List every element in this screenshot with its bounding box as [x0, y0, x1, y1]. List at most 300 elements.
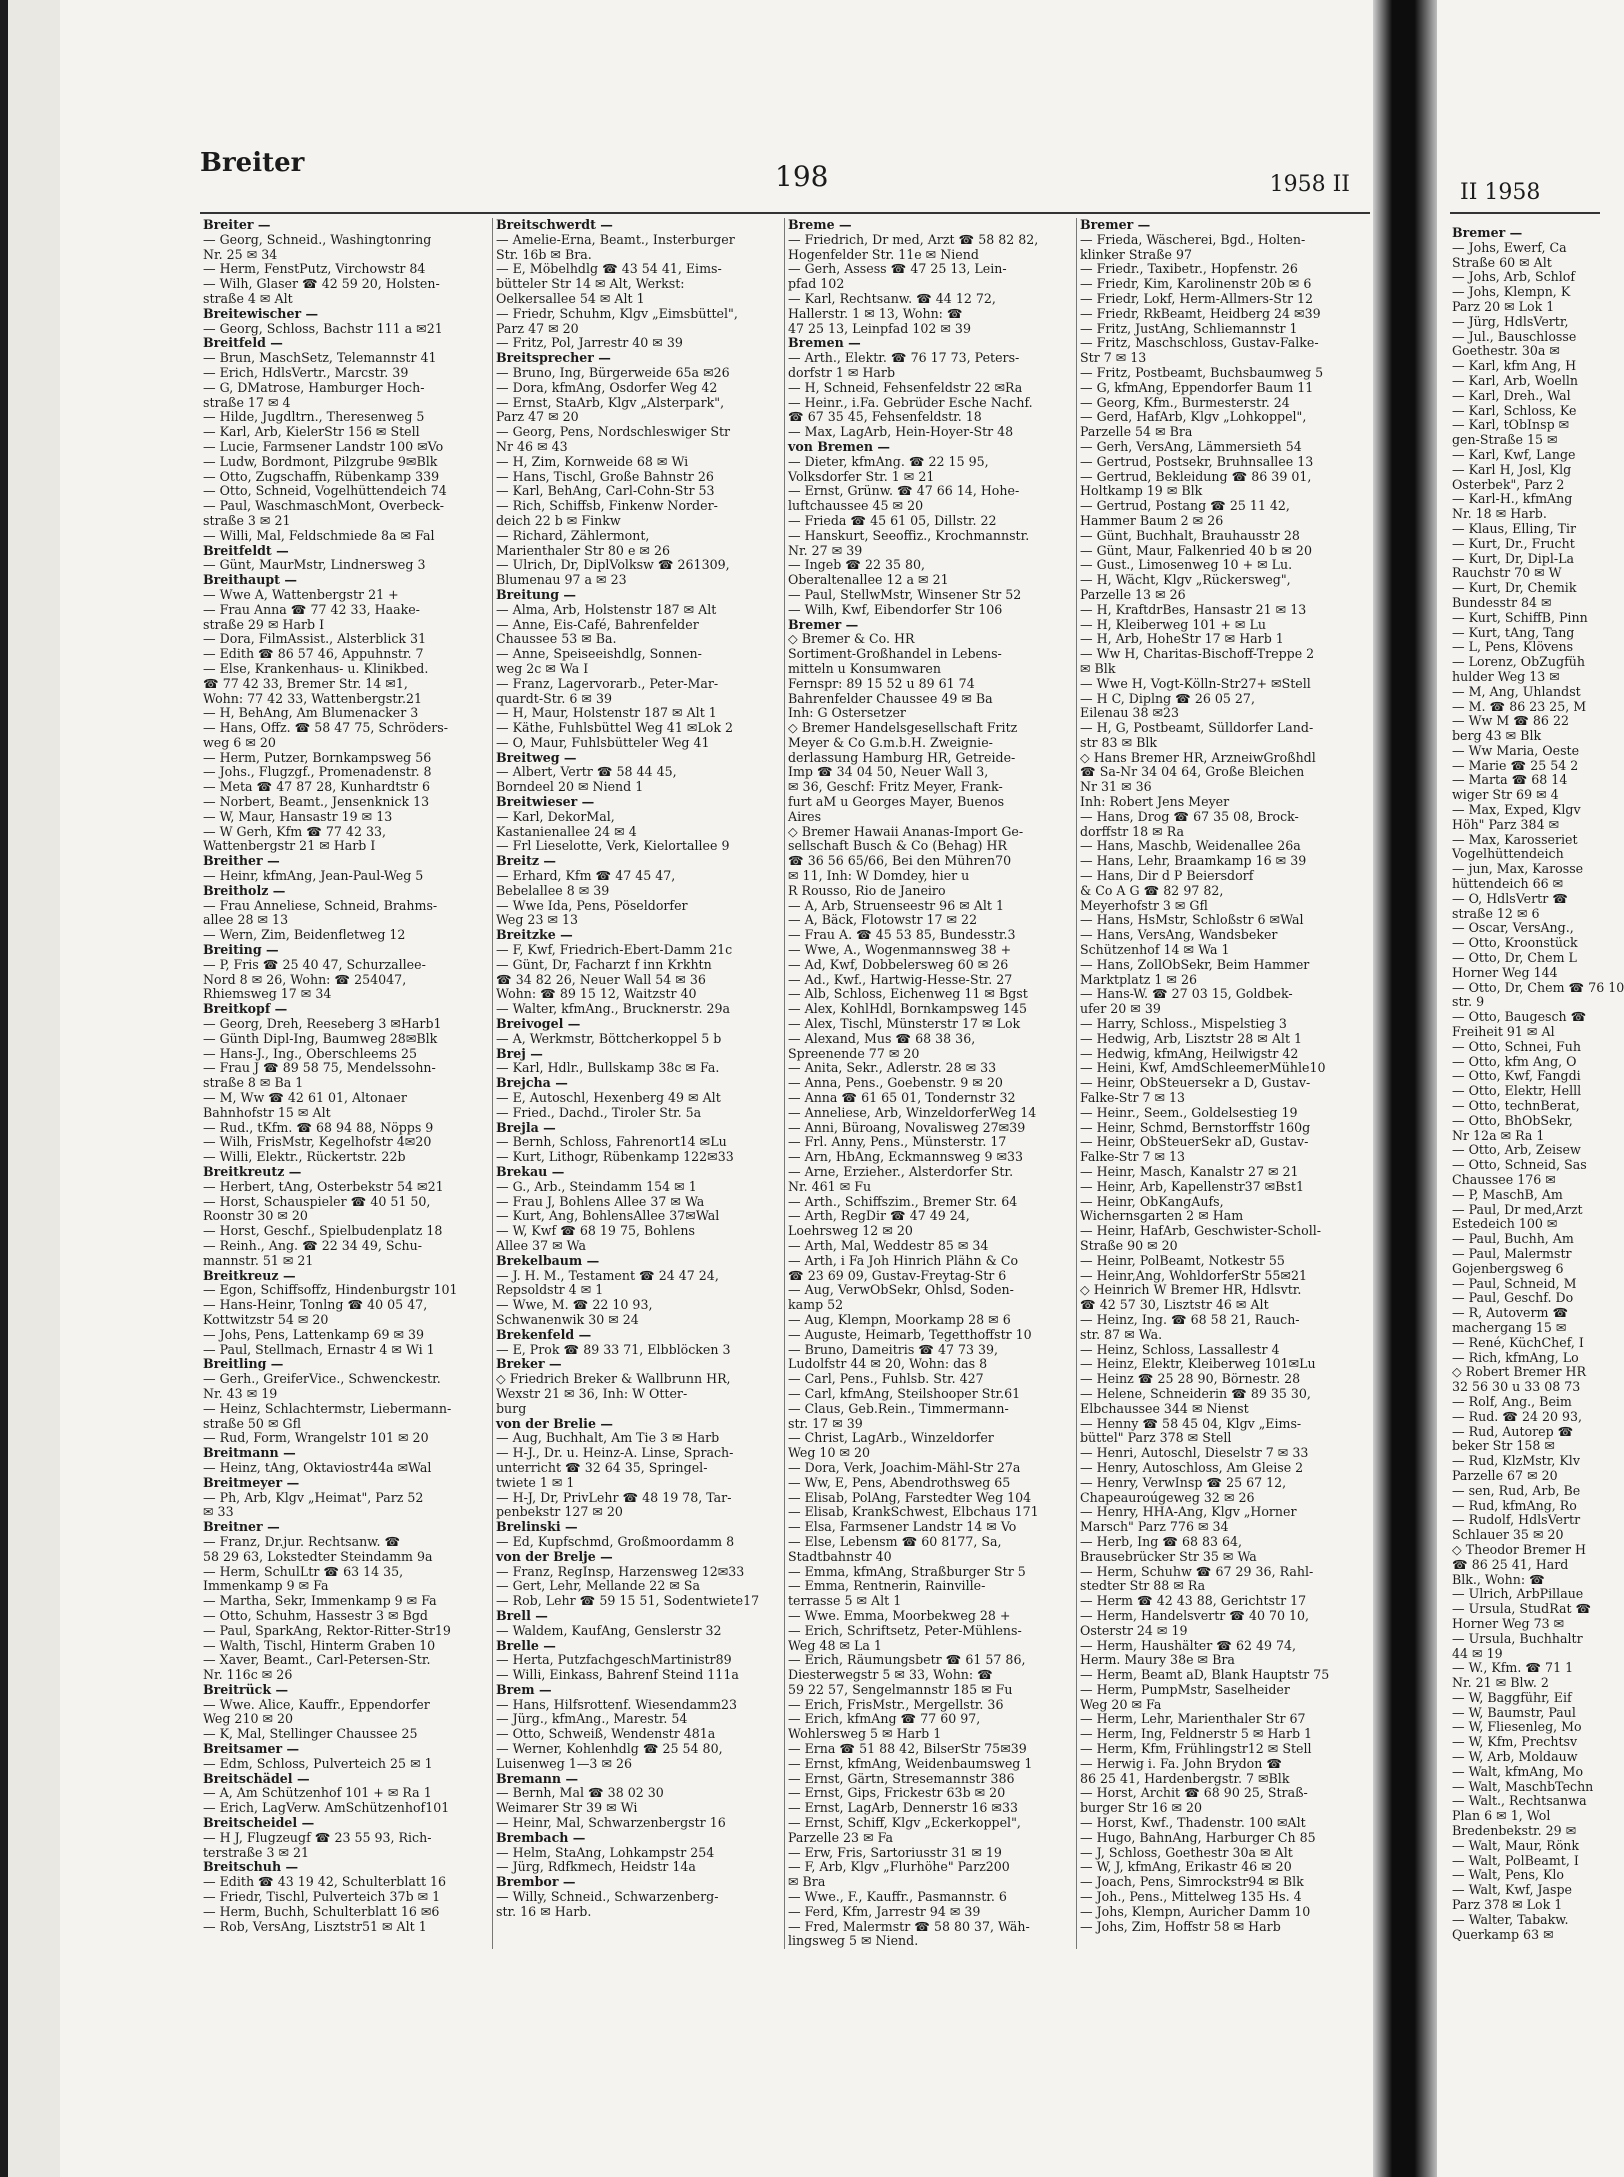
directory-entry: Str. 16b ✉ Bra. [496, 246, 592, 262]
directory-entry: Wexstr 21 ✉ 36, Inh: W Otter- [496, 1385, 688, 1401]
directory-entry: — Rud, kfmAng, Ro [1452, 1497, 1577, 1513]
directory-entry: — Heinr, Masch, Kanalstr 27 ✉ 21 [1080, 1164, 1299, 1179]
directory-entry: — A, Bäck, Flotowstr 17 ✉ 22 [788, 912, 978, 928]
directory-entry: — Herb, Ing ☎ 68 83 64, [1080, 1533, 1243, 1549]
directory-entry: — Paul, StellwMstr, Winsener Str 52 [788, 586, 1022, 602]
directory-entry: Goethestr. 30a ✉ [1452, 343, 1560, 359]
directory-entry: 47 25 13, Leinpfad 102 ✉ 39 [788, 320, 971, 336]
directory-entry: — Anni, Büroang, Novalisweg 27✉39 [788, 1119, 1026, 1135]
column-1 [200, 218, 492, 1949]
directory-entry: — Bruno, Dameitris ☎ 47 73 39, [788, 1341, 999, 1357]
directory-entry: — H, Zim, Kornweide 68 ✉ Wi [496, 453, 689, 469]
directory-entry: — Heinz, Ing. ☎ 68 58 21, Rauch- [1080, 1311, 1300, 1327]
directory-entry: Luisenweg 1—3 ✉ 26 [496, 1755, 633, 1771]
directory-entry: — Ww Maria, Oeste [1452, 742, 1580, 758]
directory-entry: — Otto, Zugschaffn, Rübenkamp 339 [203, 468, 440, 484]
directory-entry: — Fritz, Postbeamt, Buchsbaumweg 5 [1080, 364, 1324, 380]
directory-entry: — Karl H, Josl, Klg [1452, 461, 1572, 477]
directory-entry: — Herm, Handelsvertr ☎ 40 70 10, [1080, 1607, 1310, 1623]
directory-entry: — Rudolf, HdlsVertr [1452, 1512, 1581, 1528]
directory-entry: — H J, Flugzeugf ☎ 23 55 93, Rich- [203, 1829, 432, 1845]
directory-entry: — Otto, Elektr, Helll [1452, 1083, 1582, 1099]
directory-entry: Bredenbekstr. 29 ✉ [1452, 1823, 1577, 1839]
directory-entry: — W, Kfm, Prechtsv [1452, 1734, 1578, 1750]
directory-entry: R Rousso, Rio de Janeiro [788, 882, 946, 898]
directory-entry: bütteler Str 14 ✉ Alt, Werkst: [496, 276, 685, 292]
directory-entry: — Hedwig, Arb, Lisztstr 28 ✉ Alt 1 [1080, 1030, 1303, 1046]
directory-entry: — Edith ☎ 86 57 46, Appuhnstr. 7 [203, 646, 424, 662]
column-3 [784, 218, 1076, 1949]
directory-entry: — Wwe A, Wattenbergstr 21 + [203, 586, 399, 602]
directory-entry: — Hanskurt, Seeoffiz., Krochmannstr. [788, 527, 1030, 543]
directory-entry: — Kurt, Ang, BohlensAllee 37✉Wal [496, 1208, 720, 1224]
directory-entry: — Wwe Ida, Pens, Pöseldorfer [496, 897, 688, 913]
directory-entry: Ludolfstr 44 ✉ 20, Wohn: das 8 [788, 1356, 988, 1372]
directory-entry: — Heinr, Arb, Kapellenstr37 ✉Bst1 [1080, 1178, 1304, 1194]
directory-entry: Bundesstr 84 ✉ [1452, 594, 1552, 610]
directory-entry: — Lorenz, ObZugfüh [1452, 654, 1585, 670]
directory-entry: Marienthaler Str 80 e ✉ 26 [496, 542, 670, 558]
directory-entry: — Karl, kfm Ang, H [1452, 358, 1577, 374]
directory-entry: — M. ☎ 86 23 25, M [1452, 698, 1587, 714]
directory-entry: — H-J., Dr. u. Heinz-A. Linse, Sprach- [496, 1445, 734, 1461]
directory-entry: — Heini, Kwf, AmdSchleemerMühle10 [1080, 1060, 1326, 1076]
directory-entry: — Alma, Arb, Holstenstr 187 ✉ Alt [496, 601, 717, 617]
directory-entry: — Amelie-Erna, Beamt., Insterburger [496, 231, 735, 247]
directory-entry: straße 8 ✉ Ba 1 [203, 1075, 304, 1091]
directory-entry: — Horst, Geschf., Spielbudenplatz 18 [203, 1223, 443, 1239]
directory-entry: Volksdorfer Str. 1 ✉ 21 [788, 468, 935, 484]
surname-heading: Breivogel — [496, 1016, 581, 1032]
directory-entry: — Wilh, Kwf, Eibendorfer Str 106 [788, 601, 1003, 617]
directory-entry: — H, Schneid, Fehsenfeldstr 22 ✉Ra [788, 379, 1023, 395]
directory-entry: — Aug, Buchhalt, Am Tie 3 ✉ Harb [496, 1430, 720, 1446]
directory-entry: — Richard, Zählermont, [496, 527, 650, 543]
directory-entry: str. 17 ✉ 39 [788, 1415, 863, 1431]
directory-entry: Schlauer 35 ✉ 20 [1452, 1527, 1564, 1543]
directory-entry: — L, Pens, Klövens [1452, 639, 1574, 655]
directory-entry: — Rob, VersAng, Lisztstr51 ✉ Alt 1 [203, 1918, 427, 1934]
directory-entry: — Max, Karosseriet [1452, 831, 1578, 847]
facing-header-rule [1450, 212, 1600, 214]
directory-entry: Nr 46 ✉ 43 [496, 438, 568, 454]
directory-entry: — W Gerh, Kfm ☎ 77 42 33, [203, 823, 386, 839]
directory-entry: — Ferd, Kfm, Jarrestr 94 ✉ 39 [788, 1903, 981, 1919]
directory-entry: — Walt, MaschbTechn [1452, 1778, 1594, 1794]
directory-entry: Weg 48 ✉ La 1 [788, 1637, 882, 1653]
directory-entry: — E, Autoschl, Hexenberg 49 ✉ Alt [496, 1090, 721, 1106]
directory-entry: — Heinz, Schloss, Lassallestr 4 [1080, 1341, 1280, 1357]
surname-heading: Breitmeyer — [203, 1474, 300, 1490]
directory-entry: Inh: Robert Jens Meyer [1080, 794, 1230, 810]
directory-entry: — Frieda, Wäscherei, Bgd., Holten- [1080, 231, 1306, 247]
directory-entry: — Friedr, Schuhm, Klgv „Eimsbüttel", [496, 305, 738, 321]
directory-entry: — Arth., Schiffszim., Bremer Str. 64 [788, 1193, 1018, 1209]
directory-entry: ☎ 34 82 26, Neuer Wall 54 ✉ 36 [496, 971, 706, 987]
directory-entry: — Heinr, Schmd, Bernstorffstr 160g [1080, 1119, 1311, 1135]
directory-entry: — Franz, RegInsp, Harzensweg 12✉33 [496, 1563, 745, 1579]
directory-entry: — Karl, Hdlr., Bullskamp 38c ✉ Fa. [496, 1060, 720, 1076]
directory-entry: — Friedr, Tischl, Pulverteich 37b ✉ 1 [203, 1889, 441, 1905]
directory-entry: hulder Weg 13 ✉ [1452, 668, 1560, 684]
directory-entry: 86 25 41, Hardenbergstr. 7 ✉Blk [1080, 1770, 1290, 1786]
directory-entry: — Erich, FrisMstr., Mergellstr. 36 [788, 1696, 1004, 1712]
directory-entry: sellschaft Busch & Co (Behag) HR [788, 838, 1007, 854]
directory-entry: penbekstr 127 ✉ 20 [496, 1504, 623, 1520]
directory-entry: ✉ Blk [1080, 660, 1116, 676]
directory-entry: — Frau Anna ☎ 77 42 33, Haake- [203, 601, 420, 617]
directory-entry: Weg 210 ✉ 20 [203, 1711, 294, 1727]
directory-entry: — Willi, Elektr., Rückertstr. 22b [203, 1149, 406, 1165]
directory-entry: Blumenau 97 a ✉ 23 [496, 572, 627, 588]
directory-entry: — Heinz ☎ 25 28 90, Börnestr. 28 [1080, 1371, 1301, 1387]
directory-entry: — Anneliese, Arb, WinzeldorferWeg 14 [788, 1104, 1037, 1120]
directory-entry: Horner Weg 144 [1452, 964, 1558, 980]
directory-entry: — Herm, Buchh, Schulterblatt 16 ✉6 [203, 1903, 440, 1919]
directory-entry: — jun, Max, Karosse [1452, 861, 1584, 877]
directory-entry: — Kurt, SchiffB, Pinn [1452, 609, 1588, 625]
directory-entry: — Georg, Schneid., Washingtonring [203, 231, 432, 247]
directory-entry: — Gertrud, Bekleidung ☎ 86 39 01, [1080, 468, 1312, 484]
directory-entry: — Edith ☎ 43 19 42, Schulterblatt 16 [203, 1874, 447, 1890]
directory-entry: — Klaus, Elling, Tir [1452, 520, 1577, 536]
directory-entry: quardt-Str. 6 ✉ 39 [496, 690, 613, 706]
directory-entry: Freiheit 91 ✉ Al [1452, 1024, 1555, 1040]
directory-entry: — Erw, Fris, Sartoriusstr 31 ✉ 19 [788, 1844, 1002, 1860]
directory-entry: — Aug, Klempn, Moorkamp 28 ✉ 6 [788, 1311, 1011, 1327]
directory-entry: — Erich, LagVerw. AmSchützenhof101 [203, 1800, 450, 1816]
directory-entry: — Herm, Kfm, Frühlingstr12 ✉ Stell [1080, 1741, 1312, 1757]
directory-entry: — O, Maur, Fuhlsbütteler Weg 41 [496, 734, 710, 750]
directory-entry: Estedeich 100 ✉ [1452, 1216, 1558, 1232]
directory-entry: — Ernst, Gips, Frickestr 63b ✉ 20 [788, 1785, 1006, 1801]
directory-entry: Meyer & Co G.m.b.H. Zweignie- [788, 734, 993, 750]
directory-entry: — Rud. ☎ 24 20 93, [1452, 1408, 1583, 1424]
directory-entry: Marsch" Parz 776 ✉ 34 [1080, 1519, 1229, 1535]
directory-entry: — Herm, Haushälter ☎ 62 49 74, [1080, 1637, 1297, 1653]
directory-entry: — Frl. Anny, Pens., Münsterstr. 17 [788, 1134, 1007, 1150]
directory-entry: — Walt, Kwf, Jaspe [1452, 1882, 1572, 1898]
directory-entry: Horner Weg 73 ✉ [1452, 1615, 1565, 1631]
directory-entry: Loehrsweg 12 ✉ 20 [788, 1223, 913, 1239]
directory-entry: — Wern, Zim, Beidenfletweg 12 [203, 927, 406, 943]
directory-entry: — Joh., Pens., Mittelweg 135 Hs. 4 [1080, 1889, 1302, 1905]
directory-entry: — A, Am Schützenhof 101 + ✉ Ra 1 [203, 1785, 432, 1801]
directory-entry: — Wwe, A., Wogenmannsweg 38 + [788, 942, 1012, 958]
directory-entry: str 83 ✉ Blk [1080, 734, 1158, 750]
surname-heading: Brelle — [496, 1637, 556, 1653]
directory-entry: mannstr. 51 ✉ 21 [203, 1252, 314, 1268]
surname-heading: Breiting — [203, 942, 279, 958]
directory-entry: — Ww H, Charitas-Bischoff-Treppe 2 [1080, 646, 1315, 662]
directory-entry: Marktplatz 1 ✉ 26 [1080, 971, 1198, 987]
directory-entry: Bahnhofstr 15 ✉ Alt [203, 1104, 331, 1120]
directory-entry: Herm. Maury 38e ✉ Bra [1080, 1652, 1235, 1668]
directory-entry: — Rich, Schiffsb, Finkenw Norder- [496, 498, 718, 514]
directory-entry: — H, KraftdrBes, Hansastr 21 ✉ 13 [1080, 601, 1307, 617]
directory-entry: — Hans, HsMstr, Schloßstr 6 ✉Wal [1080, 912, 1304, 928]
directory-entry: — R, Autoverm ☎ [1452, 1305, 1569, 1321]
directory-entry: — Ernst, Schiff, Klgv „Eckerkoppel", [788, 1815, 1021, 1831]
surname-heading: Brem — [496, 1681, 552, 1697]
directory-entry: — Dieter, kfmAng. ☎ 22 15 95, [788, 453, 989, 469]
surname-heading: Breiter — [203, 217, 271, 232]
directory-entry: — Herm, Putzer, Bornkampsweg 56 [203, 749, 432, 765]
directory-entry: — G, DMatrose, Hamburger Hoch- [203, 379, 425, 395]
directory-entry: dorffstr 18 ✉ Ra [1080, 823, 1185, 839]
directory-entry: — Friedr, RkBeamt, Heidberg 24 ✉39 [1080, 305, 1321, 321]
surname-heading: Breitsprecher — [496, 350, 611, 366]
directory-entry: — Käthe, Fuhlsbüttel Weg 41 ✉Lok 2 [496, 720, 733, 736]
directory-entry: — H, BehAng, Am Blumenacker 3 [203, 705, 419, 721]
directory-entry: Parzelle 23 ✉ Fa [788, 1829, 894, 1845]
surname-heading: Breitkreuz — [203, 1267, 296, 1283]
directory-entry: — Georg, Dreh, Reeseberg 3 ✉Harb1 [203, 1016, 442, 1032]
directory-entry: Bahrenfelder Chaussee 49 ✉ Ba [788, 690, 993, 706]
directory-entry: — Paul, Schneid, M [1452, 1275, 1577, 1291]
directory-entry: — Brun, MaschSetz, Telemannstr 41 [203, 350, 437, 366]
header-rule [200, 212, 1370, 214]
directory-entry: — Ph, Arb, Klgv „Heimat", Parz 52 [203, 1489, 424, 1505]
directory-entry: — Marta ☎ 68 14 [1452, 772, 1568, 788]
directory-entry: — Erich, HdlsVertr., Marcstr. 39 [203, 364, 409, 380]
directory-entry: — Harry, Schloss., Mispelstieg 3 [1080, 1016, 1287, 1032]
directory-entry: — Karl, Rechtsanw. ☎ 44 12 72, [788, 290, 996, 306]
directory-entry: Schützenhof 14 ✉ Wa 1 [1080, 942, 1230, 958]
directory-entry: — Heinr., Seem., Goldelsestieg 19 [1080, 1104, 1298, 1120]
directory-entry: — W, Kwf ☎ 68 19 75, Bohlens [496, 1223, 695, 1239]
directory-entry: — Erna ☎ 51 88 42, BilserStr 75✉39 [788, 1741, 1027, 1757]
directory-entry: — Heinr, HafArb, Geschwister-Scholl- [1080, 1223, 1322, 1239]
directory-entry: — Otto, Schuhm, Hassestr 3 ✉ Bgd [203, 1607, 428, 1623]
directory-entry: Weg 23 ✉ 13 [496, 912, 579, 928]
directory-entry: — Gert, Lehr, Mellande 22 ✉ Sa [496, 1578, 701, 1594]
directory-entry: Repsoldstr 4 ✉ 1 [496, 1282, 604, 1298]
directory-entry: 59 22 57, Sengelmannstr 185 ✉ Fu [788, 1681, 1013, 1697]
directory-entry: — Ulrich, ArbPillaue [1452, 1586, 1584, 1602]
directory-entry: — Günt, Buchhalt, Brauhausstr 28 [1080, 527, 1300, 543]
directory-entry: — Frau J, Bohlens Allee 37 ✉ Wa [496, 1193, 705, 1209]
directory-entry: — Hans, Drog ☎ 67 35 08, Brock- [1080, 808, 1299, 824]
directory-entry: Vogelhüttendeich [1452, 846, 1564, 862]
directory-entry: — Max, LagArb, Hein-Hoyer-Str 48 [788, 424, 1014, 440]
directory-entry: str. 87 ✉ Wa. [1080, 1326, 1163, 1342]
directory-entry: — W, J, kfmAng, Erikastr 46 ✉ 20 [1080, 1859, 1292, 1875]
year-section: 1958 II [1269, 172, 1350, 197]
directory-entry: weg 6 ✉ 20 [203, 734, 276, 750]
surname-heading: Breitmann — [203, 1445, 296, 1461]
directory-entry: — Else, Krankenhaus- u. Klinikbed. [203, 660, 429, 676]
directory-entry: — Xaver, Beamt., Carl-Petersen-Str. [203, 1652, 431, 1668]
directory-entry: — Fritz, JustAng, Schliemannstr 1 [1080, 320, 1298, 336]
directory-entry: — Martha, Sekr, Immenkamp 9 ✉ Fa [203, 1593, 437, 1609]
directory-entry: gen-Straße 15 ✉ [1452, 432, 1558, 448]
directory-entry: — Auguste, Heimarb, Tegetthoffstr 10 [788, 1326, 1032, 1342]
surname-heading: Breithaupt — [203, 572, 297, 588]
directory-entry: — Carl, Pens., Fuhlsb. Str. 427 [788, 1371, 984, 1387]
directory-entry: — Oscar, VersAng., [1452, 920, 1574, 936]
surname-heading: Brekenfeld — [496, 1326, 592, 1342]
directory-entry: — Ludw, Bordmont, Pilzgrube 9✉Blk [203, 453, 438, 469]
surname-heading: Breitfeldt — [203, 542, 289, 558]
directory-entry: — W., Kfm. ☎ 71 1 [1452, 1660, 1574, 1676]
directory-entry: — Paul, Dr med,Arzt [1452, 1201, 1583, 1217]
directory-entry: — Dora, Verk, Joachim-Mähl-Str 27a [788, 1459, 1021, 1475]
directory-entry: Wohlersweg 5 ✉ Harb 1 [788, 1726, 942, 1742]
directory-entry: Chapeauroúgeweg 32 ✉ 26 [1080, 1489, 1255, 1505]
directory-entry: — Lucie, Farmsener Landstr 100 ✉Vo [203, 438, 444, 454]
directory-entry: — Paul, SparkAng, Rektor-Ritter-Str19 [203, 1622, 451, 1638]
directory-entry: — Walt, Pens, Klo [1452, 1867, 1565, 1883]
surname-heading: Breitschwerdt — [496, 217, 613, 232]
directory-entry: — Else, Lebensm ☎ 60 8177, Sa, [788, 1533, 1002, 1549]
surname-heading: von der Brelje — [496, 1548, 613, 1564]
directory-entry: — Fred, Malermstr ☎ 58 80 37, Wäh- [788, 1918, 1030, 1934]
directory-entry: — Ernst, LagArb, Dennerstr 16 ✉33 [788, 1800, 1018, 1816]
directory-entry: ◇ Bremer Handelsgesellschaft Fritz [788, 720, 1018, 736]
directory-entry: — Gerh, VersAng, Lämmersieth 54 [1080, 438, 1302, 454]
surname-heading: Bremer — [1080, 217, 1151, 232]
directory-entry: — Willi, Mal, Feldschmiede 8a ✉ Fal [203, 527, 435, 543]
directory-entry: — J, Schloss, Goethestr 30a ✉ Alt [1080, 1844, 1293, 1860]
directory-entry: — Hans, VersAng, Wandsbeker [1080, 927, 1278, 943]
directory-entry: — Herta, PutzfachgeschMartinistr89 [496, 1652, 732, 1668]
directory-entry: — Hans-Heinr, Tonlng ☎ 40 05 47, [203, 1297, 428, 1313]
directory-entry: terrasse 5 ✉ Alt 1 [788, 1593, 902, 1609]
book-gutter [1373, 0, 1437, 2177]
directory-entry: — Horst, Kwf., Thadenstr. 100 ✉Alt [1080, 1815, 1306, 1831]
directory-entry: — Helene, Schneiderin ☎ 89 35 30, [1080, 1385, 1311, 1401]
directory-entry: — Anna ☎ 61 65 01, Tondernstr 32 [788, 1090, 1016, 1106]
directory-entry: ◇ Heinrich W Bremer HR, Hdlsvtr. [1080, 1282, 1302, 1298]
directory-entry: — Willy, Schneid., Schwarzenberg- [496, 1889, 719, 1905]
directory-entry: — Edm, Schloss, Pulverteich 25 ✉ 1 [203, 1755, 433, 1771]
directory-entry: ☎ 23 69 09, Gustav-Freytag-Str 6 [788, 1267, 1007, 1283]
directory-entry: lingsweg 5 ✉ Niend. [788, 1933, 919, 1949]
directory-entry: — Elisab, PolAng, Farstedter Weg 104 [788, 1489, 1032, 1505]
directory-entry: — Wwe., F., Kauffr., Pasmannstr. 6 [788, 1889, 1007, 1905]
directory-entry: unterricht ☎ 32 64 35, Springel- [496, 1459, 708, 1475]
surname-heading: Breitfeld — [203, 335, 283, 351]
directory-entry: Straße 90 ✉ 20 [1080, 1237, 1178, 1253]
directory-entry: — Otto, BhObSekr, [1452, 1112, 1573, 1128]
directory-entry: — Johs, Klempn, K [1452, 284, 1571, 300]
directory-entry: Straße 60 ✉ Alt [1452, 254, 1552, 270]
directory-entry: — Heinz, Elektr, Kleiberweg 101✉Lu [1080, 1356, 1316, 1372]
directory-entry: — Dora, kfmAng, Osdorfer Weg 42 [496, 379, 718, 395]
surname-heading: Bremer — [788, 616, 859, 632]
directory-entry: — Hilde, Jugdltrn., Theresenweg 5 [203, 409, 425, 425]
directory-entry: Oberaltenallee 12 a ✉ 21 [788, 572, 949, 588]
directory-entry: machergang 15 ✉ [1452, 1319, 1567, 1335]
directory-entry: — Ingeb ☎ 22 35 80, [788, 557, 926, 573]
directory-entry: — Wilh, FrisMstr, Kegelhofstr 4✉20 [203, 1134, 432, 1150]
surname-heading: Breitweg — [496, 749, 577, 765]
directory-entry: ☎ 42 57 30, Lisztstr 46 ✉ Alt [1080, 1297, 1269, 1313]
directory-entry: — Erich, Schriftsetz, Peter-Mühlens- [788, 1622, 1022, 1638]
directory-entry: Querkamp 63 ✉ [1452, 1926, 1554, 1942]
directory-entry: — Heinr, ObKangAufs, [1080, 1193, 1224, 1209]
directory-entry: — Karl, tObInsp ✉ [1452, 417, 1570, 433]
directory-entry: — Wwe. Emma, Moorbekweg 28 + [788, 1607, 1011, 1623]
directory-entry: weg 2c ✉ Wa I [496, 660, 589, 676]
directory-entry: — Herm, SchulLtr ☎ 63 14 35, [203, 1563, 404, 1579]
directory-entry: — Werner, Kohlenhdlg ☎ 25 54 80, [496, 1741, 723, 1757]
directory-entry: — Alex, KohlHdl, Bornkampsweg 145 [788, 1001, 1028, 1017]
directory-entry: — H, Kleiberweg 101 + ✉ Lu [1080, 616, 1266, 632]
directory-entry: — Henry, HHA-Ang, Klgv „Horner [1080, 1504, 1297, 1520]
directory-entry: — Otto, Dr, Chem L [1452, 950, 1577, 966]
directory-entry: — W, Arb, Moldauw [1452, 1749, 1578, 1765]
directory-entry: ☎ 67 35 45, Fehsenfeldstr. 18 [788, 409, 982, 425]
directory-entry: — Karl, Schloss, Ke [1452, 402, 1577, 418]
directory-entry: — Otto, Baugesch ☎ [1452, 1009, 1587, 1025]
directory-entry: — Hans-J., Ing., Oberschleems 25 [203, 1045, 418, 1061]
directory-entry: — Bernh, Schloss, Fahrenort14 ✉Lu [496, 1134, 727, 1150]
directory-entry: — Otto, Schneid, Vogelhüttendeich 74 [203, 483, 447, 499]
directory-entry: straße 29 ✉ Harb I [203, 616, 325, 632]
directory-entry: — Otto, Schnei, Fuh [1452, 1038, 1581, 1054]
directory-entry: — Arn, HbAng, Eckmannsweg 9 ✉33 [788, 1149, 1024, 1165]
directory-entry: — René, KüchChef, I [1452, 1334, 1584, 1350]
directory-entry: — Meta ☎ 47 87 28, Kunhardtstr 6 [203, 779, 430, 795]
directory-entry: burger Str 16 ✉ 20 [1080, 1800, 1203, 1816]
directory-entry: stedter Str 88 ✉ Ra [1080, 1578, 1206, 1594]
directory-entry: — Otto, Schneid, Sas [1452, 1157, 1587, 1173]
directory-entry: Wattenbergstr 21 ✉ Harb I [203, 838, 376, 854]
directory-entry: — Rud, KlzMstr, Klv [1452, 1453, 1580, 1469]
surname-heading: Brejcha — [496, 1075, 568, 1091]
directory-entry: Imp ☎ 34 04 50, Neuer Wall 3, [788, 764, 989, 780]
directory-entry: 58 29 63, Lokstedter Steindamm 9a [203, 1548, 433, 1564]
directory-entry: — sen, Rud, Arb, Be [1452, 1482, 1581, 1498]
column-4 [1076, 218, 1368, 1949]
directory-entry: — Henry, VerwInsp ☎ 25 67 12, [1080, 1474, 1287, 1490]
directory-entry: — H-J, Dr, PrivLehr ☎ 48 19 78, Tar- [496, 1489, 732, 1505]
directory-entry: Osterbek", Parz 2 [1452, 476, 1565, 492]
surname-heading: Breitung — [496, 586, 576, 602]
directory-entry: Weg 20 ✉ Fa [1080, 1696, 1162, 1712]
directory-entry: straße 4 ✉ Alt [203, 290, 293, 306]
directory-entry: — Gertrud, Postang ☎ 25 11 42, [1080, 498, 1290, 514]
directory-entry: — Herm, Lehr, Marienthaler Str 67 [1080, 1711, 1306, 1727]
surname-heading: Breitzke — [496, 927, 573, 943]
directory-entry: — Paul, Geschf. Do [1452, 1290, 1574, 1306]
surname-heading: Bremer — [1452, 225, 1523, 240]
directory-entry: — H, G, Postbeamt, Sülldorfer Land- [1080, 720, 1314, 736]
directory-entry: Parzelle 54 ✉ Bra [1080, 424, 1193, 440]
directory-entry: beker Str 158 ✉ [1452, 1438, 1555, 1454]
directory-entry: — Johs, Pens, Lattenkamp 69 ✉ 39 [203, 1326, 425, 1342]
directory-entry: derlassung Hamburg HR, Getreide- [788, 749, 1016, 765]
directory-entry: — Ernst, Gärtn, Stresemannstr 386 [788, 1770, 1015, 1786]
page-shadow [0, 0, 8, 2177]
surname-heading: Breitkreutz — [203, 1164, 302, 1179]
directory-entry: Inh: G Ostersetzer [788, 705, 906, 721]
directory-entry: — F, Kwf, Friedrich-Ebert-Damm 21c [496, 942, 733, 958]
directory-entry: — Fried., Dachd., Tiroler Str. 5a [496, 1104, 702, 1120]
directory-entry: — Gust., Limosenweg 10 + ✉ Lu. [1080, 557, 1293, 573]
directory-entry: Str 7 ✉ 13 [1080, 350, 1147, 366]
directory-entry: Blk., Wohn: ☎ [1452, 1571, 1545, 1587]
directory-entry: — Herm, Beamt aD, Blank Hauptstr 75 [1080, 1667, 1330, 1683]
directory-entry: pfad 102 [788, 276, 845, 292]
directory-entry: Wohn: ☎ 89 15 12, Waitzstr 40 [496, 986, 697, 1002]
directory-entry: — Anita, Sekr., Adlerstr. 28 ✉ 33 [788, 1060, 997, 1076]
directory-entry: Wichernsgarten 2 ✉ Ham [1080, 1208, 1244, 1224]
directory-entry: Diesterwegstr 5 ✉ 33, Wohn: ☎ [788, 1667, 993, 1683]
directory-entry: — Kurt, tAng, Tang [1452, 624, 1575, 640]
